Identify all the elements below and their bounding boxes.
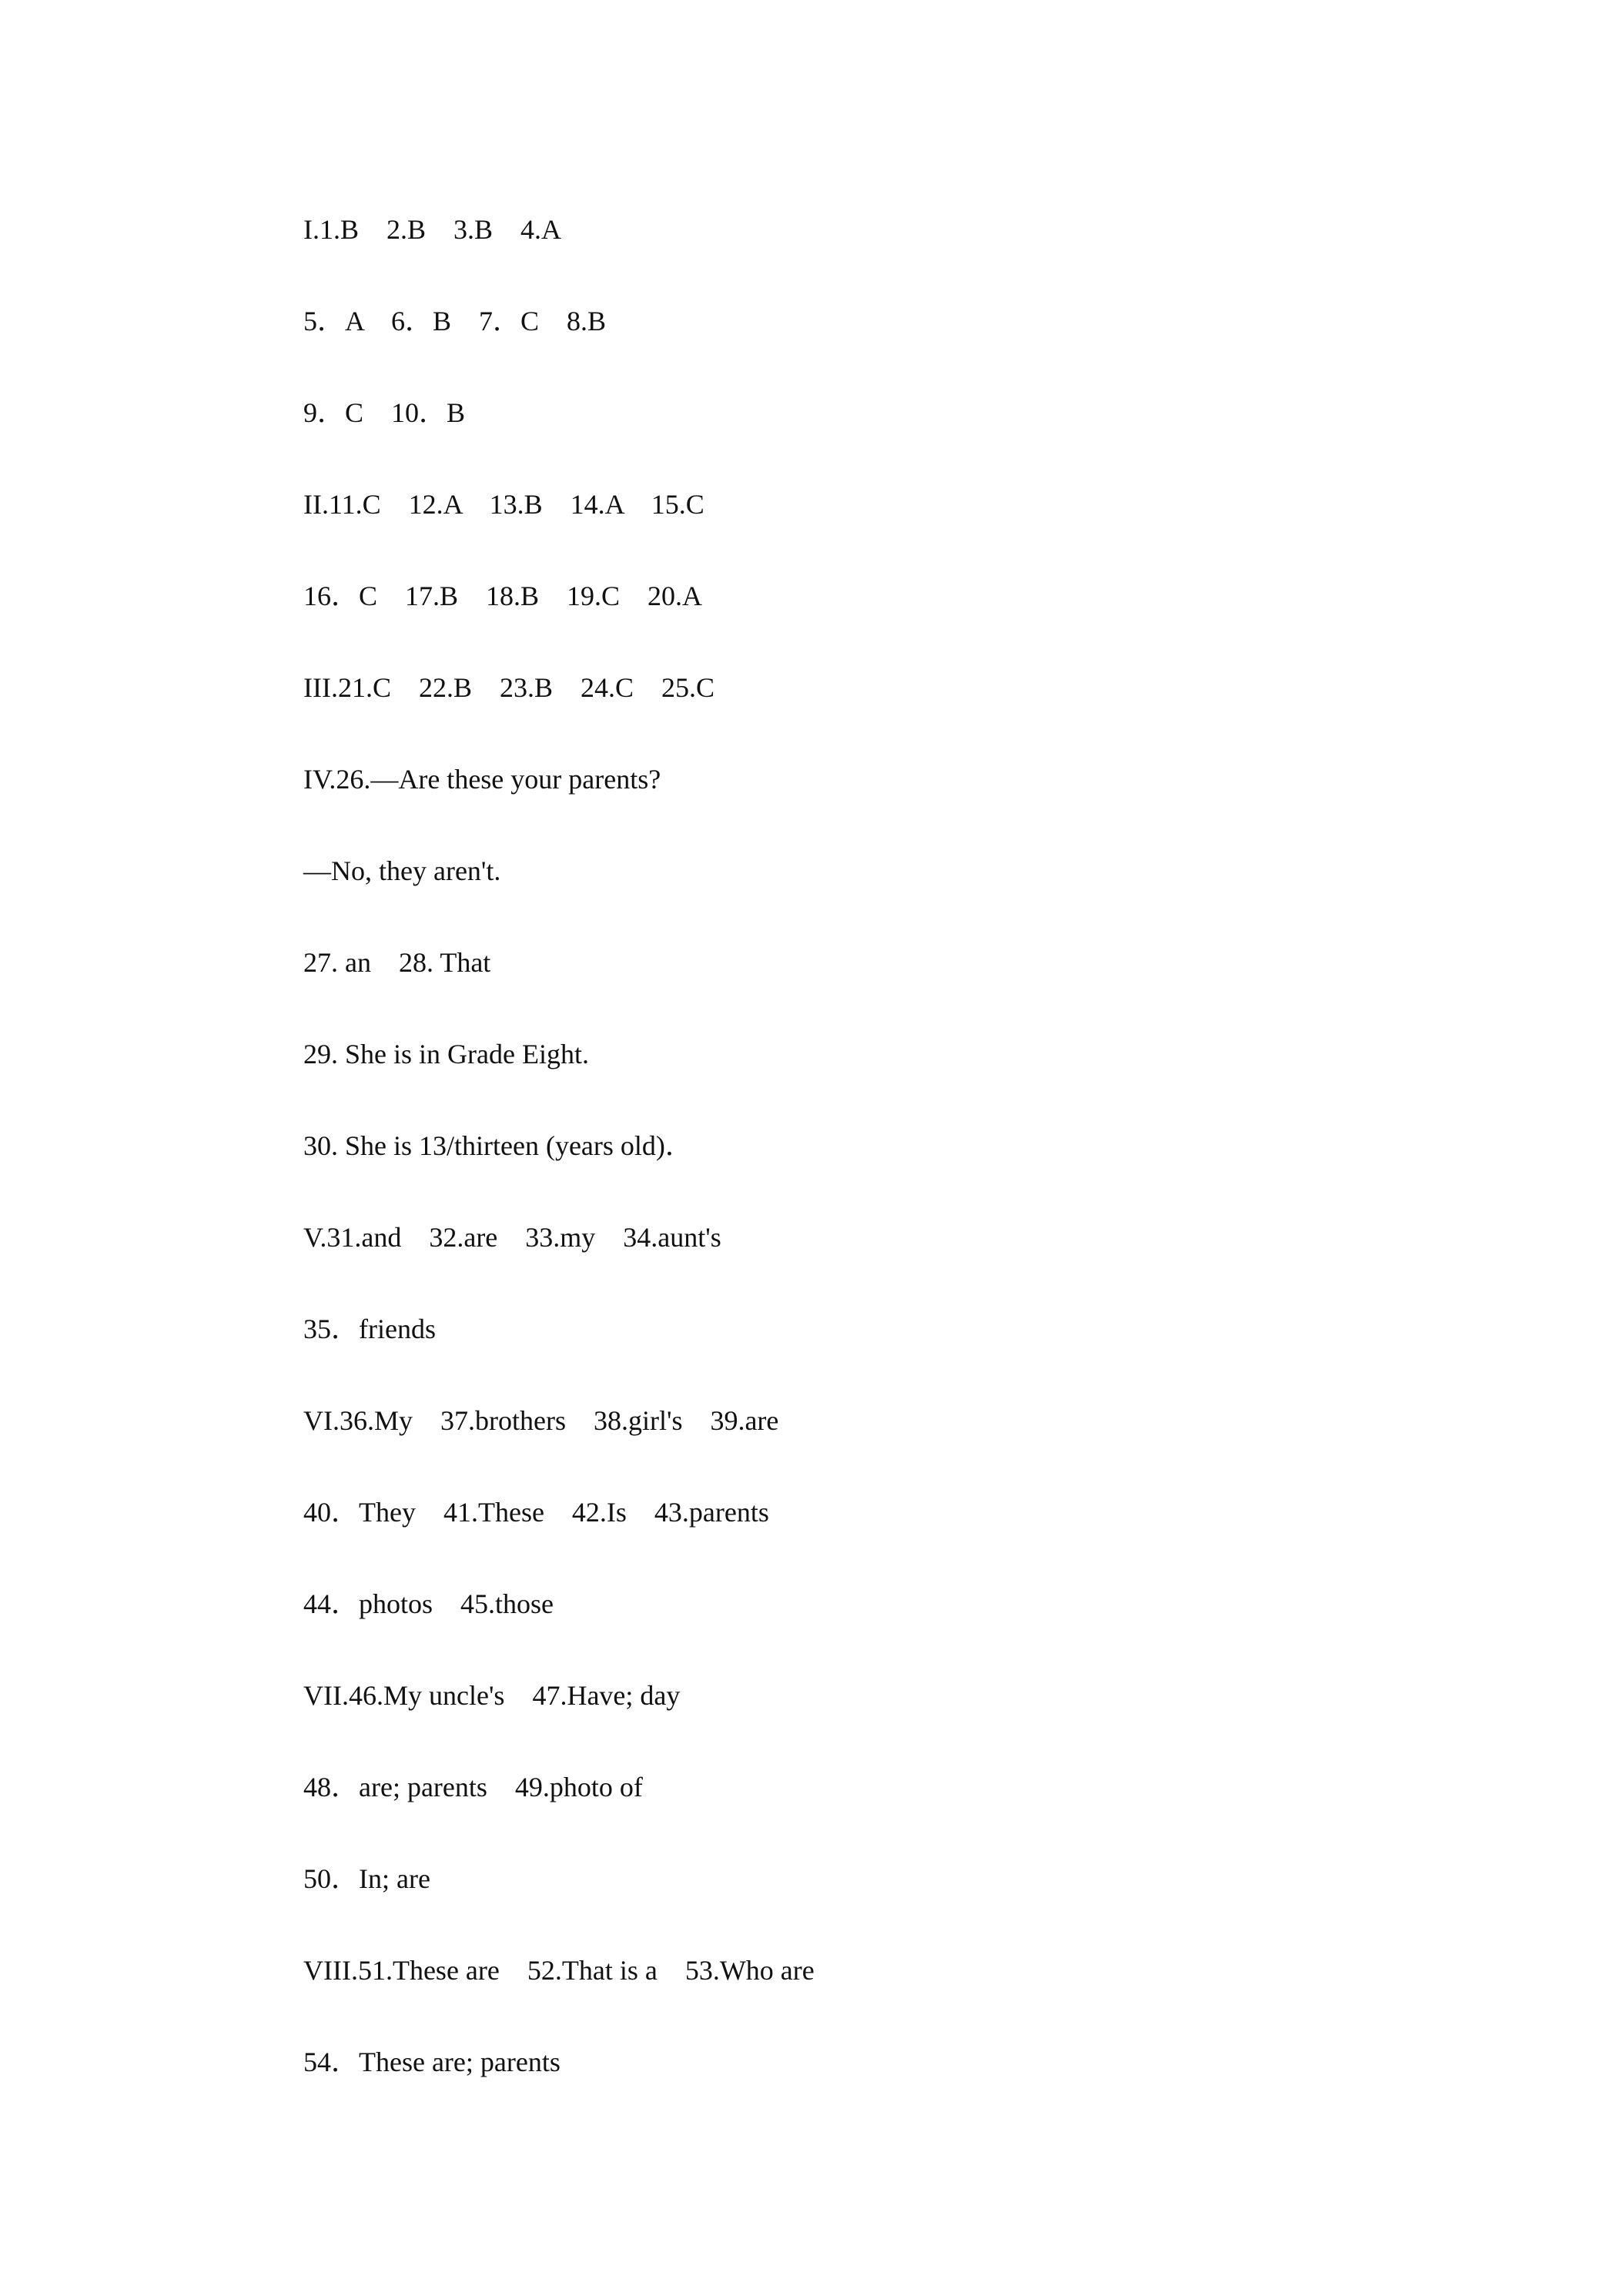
answer-line-section-2-part-b: 16．C 17.B 18.B 19.C 20.A [303, 581, 703, 611]
answer-line-section-4-q26-question: IV.26.—Are these your parents? [303, 764, 661, 795]
answer-line-section-1-part-b: 5．A 6．B 7．C 8.B [303, 306, 607, 336]
answer-line-section-2-part-a: II.11.C 12.A 13.B 14.A 15.C [303, 489, 704, 520]
answer-line-section-5-part-a: V.31.and 32.are 33.my 34.aunt's [303, 1222, 721, 1253]
answer-line-section-3: III.21.C 22.B 23.B 24.C 25.C [303, 672, 715, 703]
answer-key-list [303, 206, 815, 2130]
answer-line-section-5-part-b: 35．friends [303, 1314, 436, 1344]
answer-line-section-4-q27-28: 27. an 28. That [303, 947, 491, 978]
answer-line-section-4-q30: 30. She is 13/thirteen (years old)． [303, 1130, 693, 1161]
answer-line-section-7-part-b: 48．are; parents 49.photo of [303, 1772, 643, 1802]
answer-line-section-1-part-a: I.1.B 2.B 3.B 4.A [303, 214, 562, 245]
answer-line-section-8-part-b: 54．These are; parents [303, 2047, 561, 2077]
answer-line-section-6-part-c: 44．photos 45.those [303, 1588, 554, 1619]
answer-line-section-6-part-b: 40．They 41.These 42.Is 43.parents [303, 1497, 769, 1528]
answer-line-section-4-q29: 29. She is in Grade Eight. [303, 1039, 589, 1069]
answer-line-section-6-part-a: VI.36.My 37.brothers 38.girl's 39.are [303, 1405, 779, 1436]
answer-line-section-8-part-a: VIII.51.These are 52.That is a 53.Who are [303, 1955, 815, 1986]
answer-line-section-7-part-c: 50．In; are [303, 1863, 430, 1894]
answer-line-section-7-part-a: VII.46.My uncle's 47.Have; day [303, 1680, 681, 1711]
answer-line-section-1-part-c: 9．C 10．B [303, 397, 466, 428]
answer-line-section-4-q26-answer: —No, they aren't. [303, 855, 501, 886]
